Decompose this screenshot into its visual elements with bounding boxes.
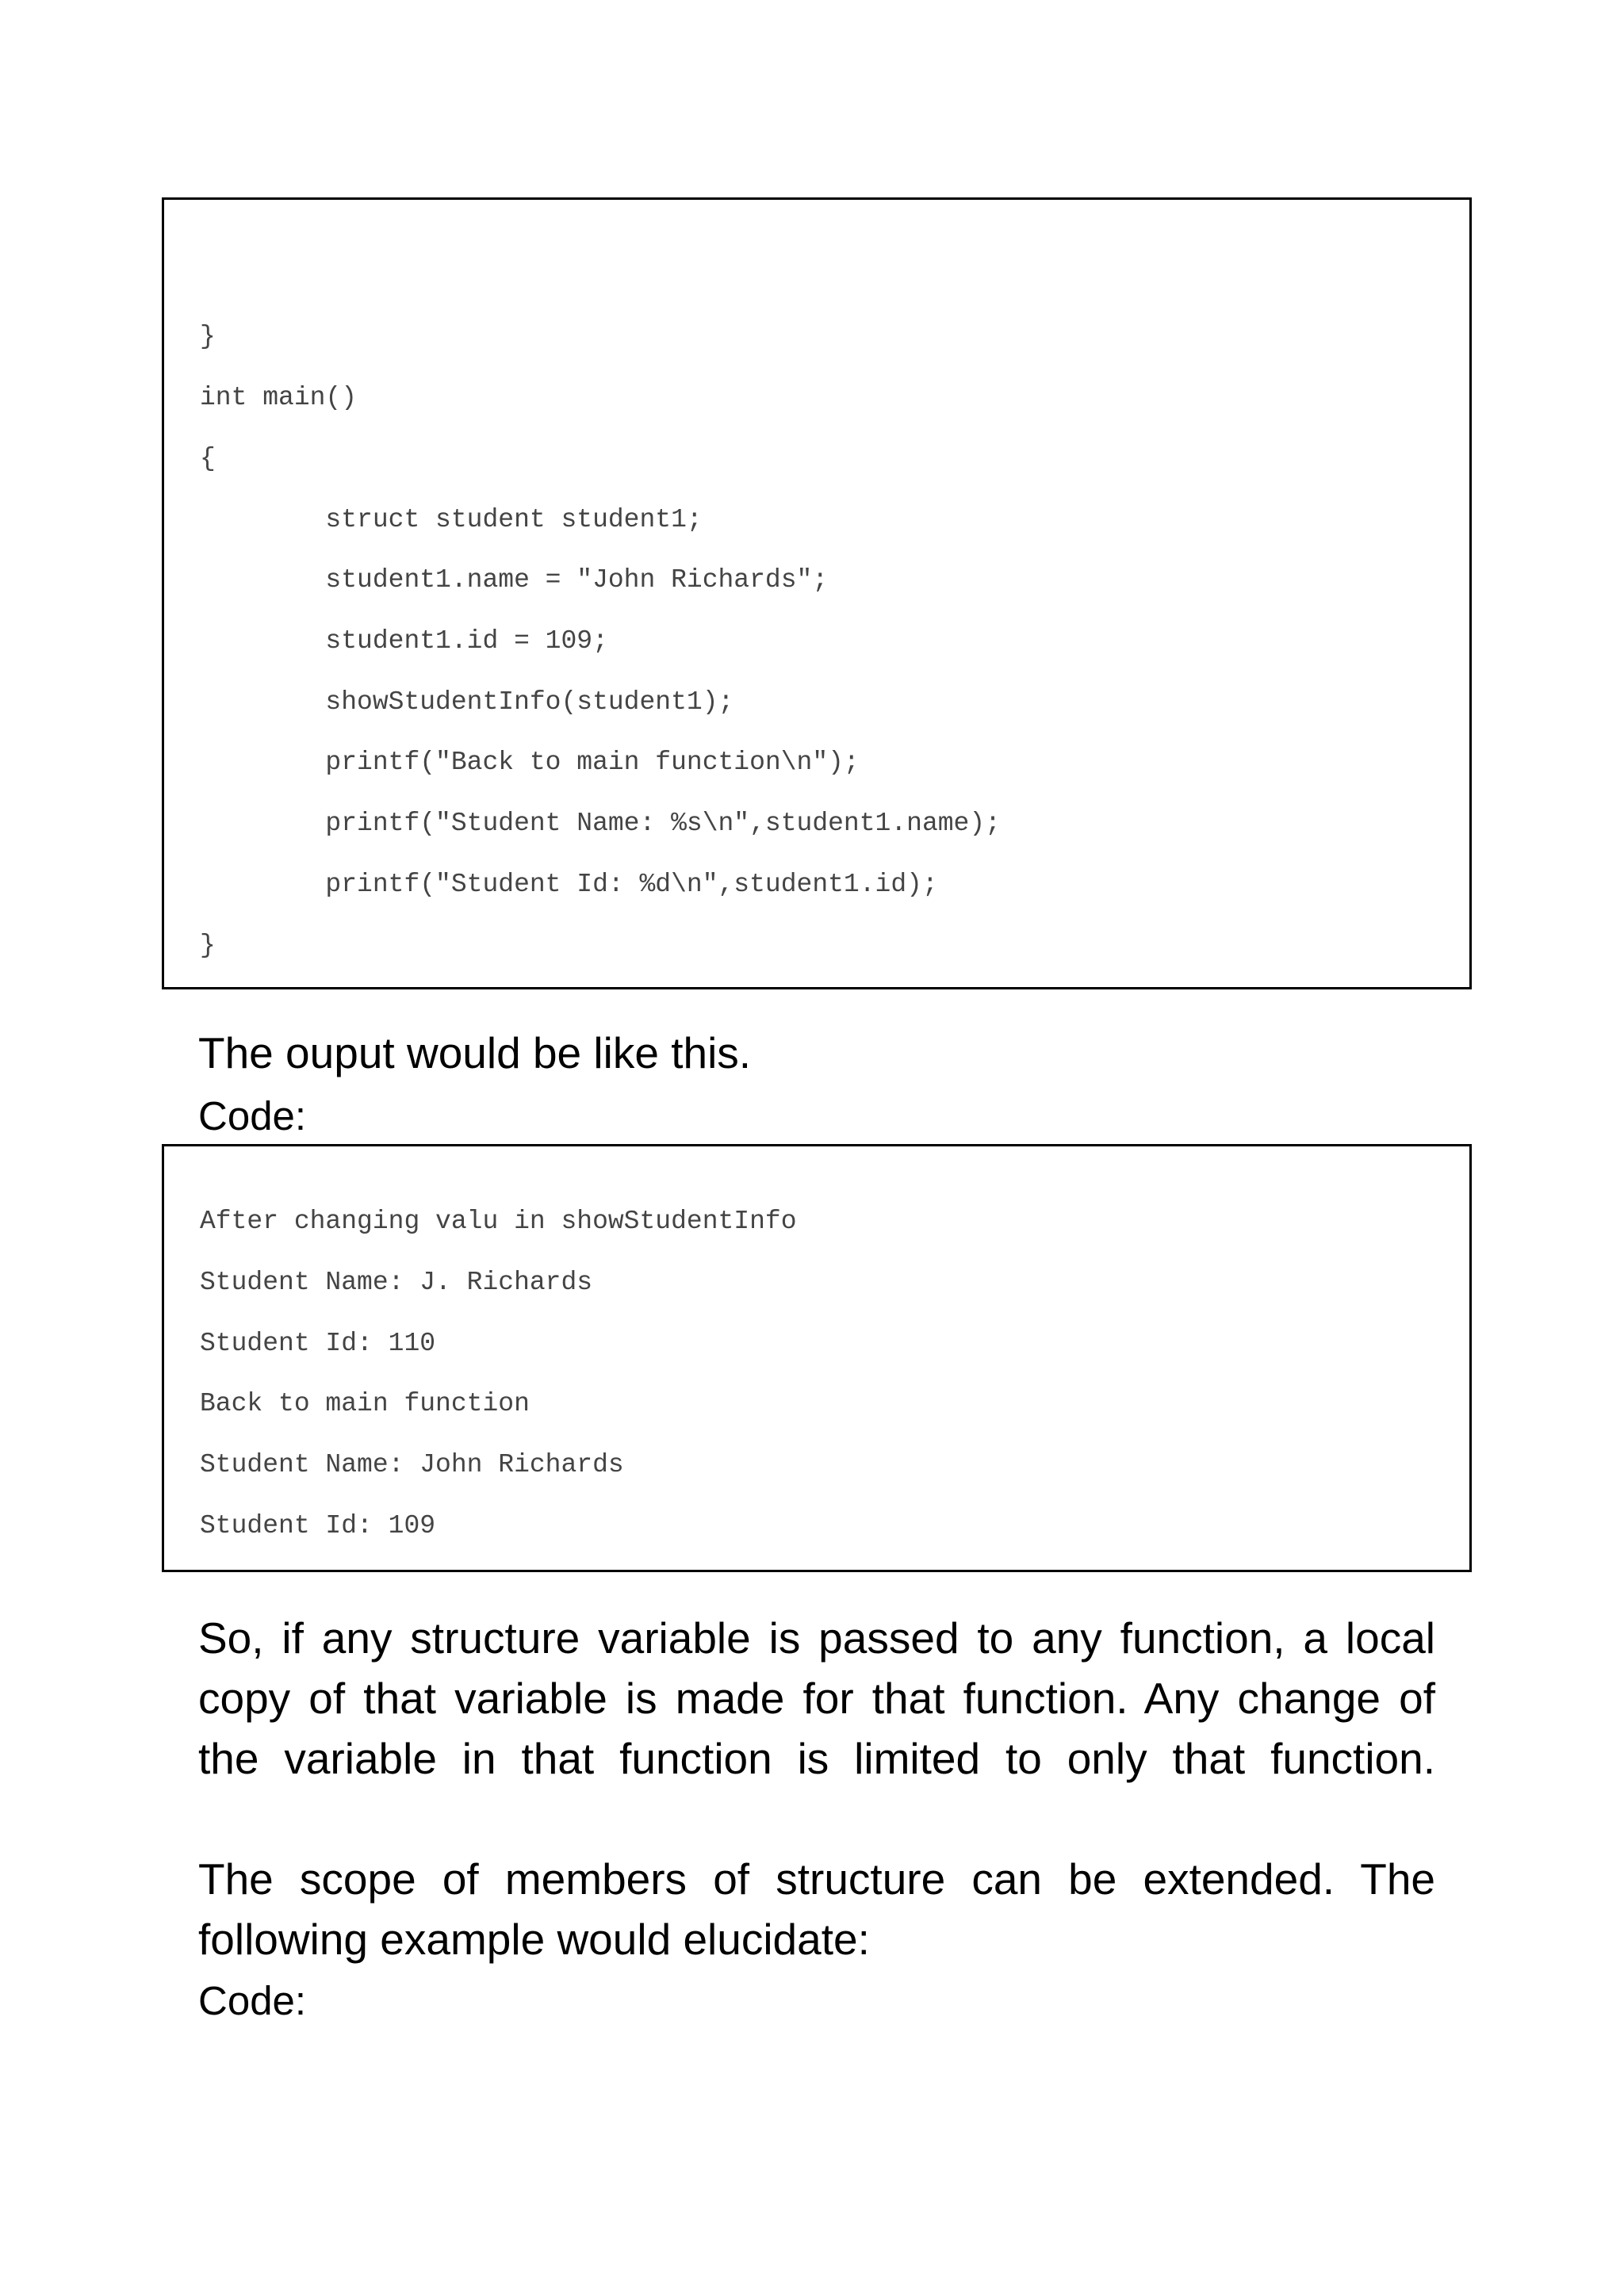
paragraph-line: the variable in that function is limited to only that function. bbox=[198, 1734, 1435, 1783]
code-line: { bbox=[200, 444, 216, 473]
code-label: Code: bbox=[198, 1093, 307, 1138]
output-line: Student Id: 110 bbox=[200, 1329, 436, 1358]
code-line: printf("Student Name: %s\n",student1.name); bbox=[200, 809, 1001, 838]
code-line: printf("Student Id: %d\n",student1.id); bbox=[200, 870, 938, 899]
paragraph-line: copy of that variable is made for that function. Any change of bbox=[198, 1674, 1435, 1723]
output-line: Student Name: John Richards bbox=[200, 1450, 624, 1479]
code-block-main bbox=[162, 197, 1472, 989]
code-line: int main() bbox=[200, 383, 358, 412]
code-block-output bbox=[162, 1144, 1472, 1572]
output-line: Student Name: J. Richards bbox=[200, 1268, 593, 1297]
paragraph-line: following example would elucidate: bbox=[198, 1915, 870, 1964]
code-line: printf("Back to main function\n"); bbox=[200, 748, 860, 777]
output-line: After changing valu in showStudentInfo bbox=[200, 1207, 797, 1236]
code-line: showStudentInfo(student1); bbox=[200, 687, 734, 717]
paragraph-line: So, if any structure variable is passed to any function, a local bbox=[198, 1613, 1435, 1663]
code-line: } bbox=[200, 931, 216, 960]
paragraph-line: The scope of members of structure can be extended. The bbox=[198, 1854, 1435, 1904]
code-line: } bbox=[200, 322, 216, 351]
output-line: Student Id: 109 bbox=[200, 1511, 436, 1540]
output-line: Back to main function bbox=[200, 1389, 530, 1418]
code-line: student1.id = 109; bbox=[200, 626, 608, 656]
output-intro-text: The ouput would be like this. bbox=[198, 1028, 752, 1077]
code-line: student1.name = "John Richards"; bbox=[200, 565, 829, 595]
code-label: Code: bbox=[198, 1978, 307, 2023]
code-line: struct student student1; bbox=[200, 505, 703, 534]
